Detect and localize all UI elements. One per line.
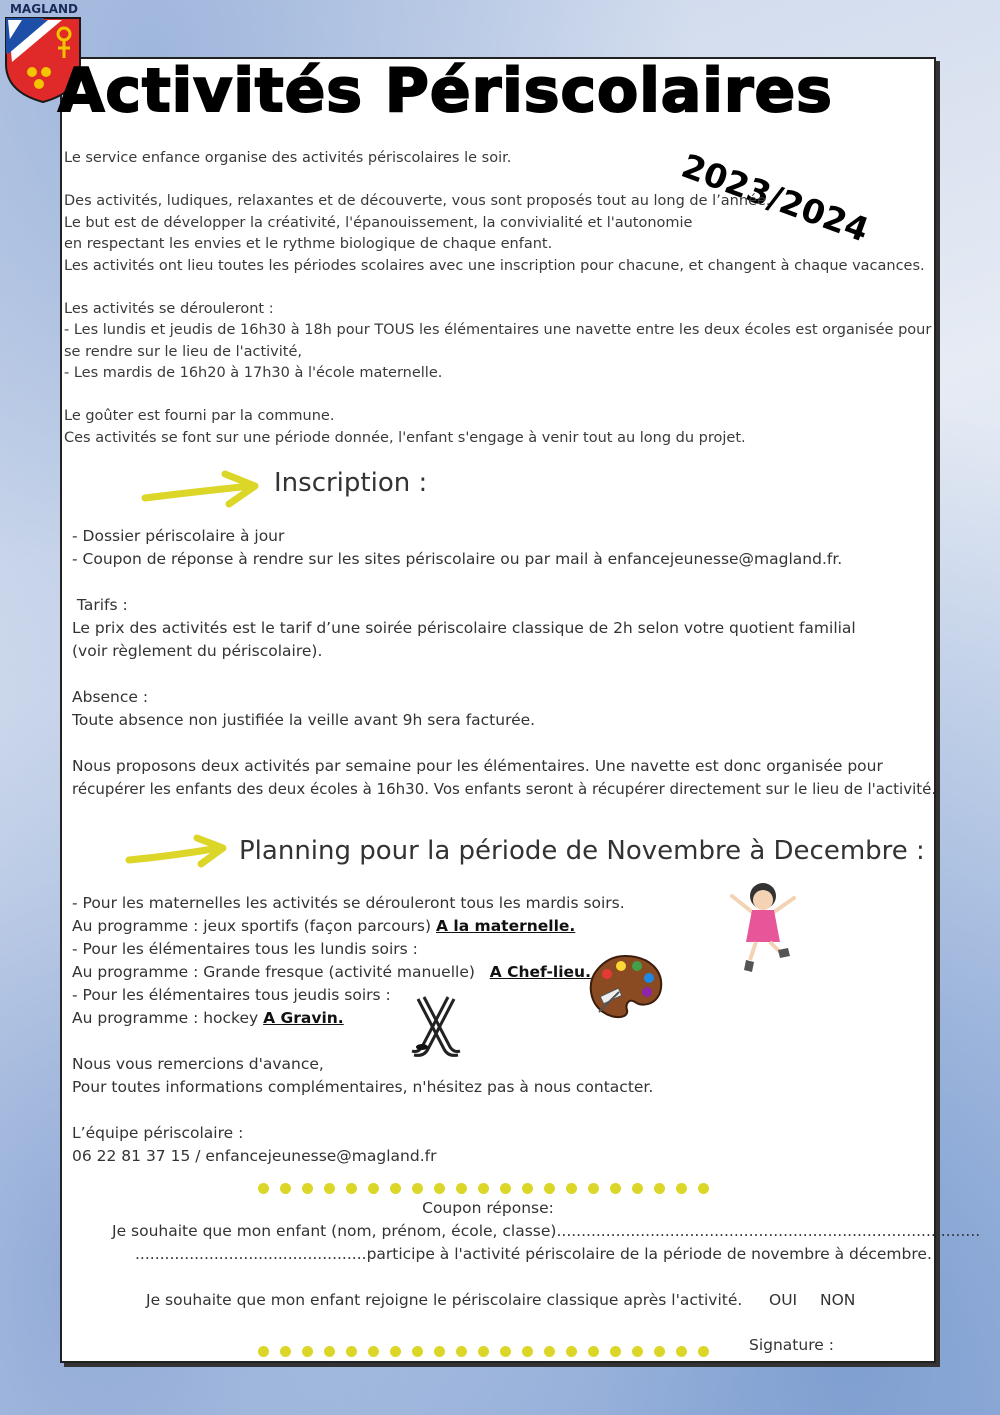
program-text: Au programme : hockey (72, 1009, 264, 1027)
planning-line (72, 915, 653, 938)
inscription-line: - Coupon de réponse à rendre sur les sites périscolaire ou par mail à enfancejeunesse@magland.fr. (72, 550, 843, 568)
page-title: Activités Périscolaires (58, 56, 833, 126)
intro-text (64, 148, 931, 449)
planning-line: - Pour les élémentaires tous les lundis soirs : (72, 940, 418, 958)
program-text: Au programme : Grande fresque (activité manuelle) (72, 963, 490, 981)
intro-line: Le goûter est fourni par la commune. (64, 408, 335, 424)
crest-label: MAGLAND (9, 2, 78, 16)
intro-line: en respectant les envies et le rythme biologique de chaque enfant. (64, 236, 553, 252)
planning-line (72, 1007, 653, 1030)
intro-line: Les activités ont lieu toutes les périodes scolaires avec une inscription pour chacune, et changent à chaque vacances. (64, 257, 925, 274)
inscription-line: - Dossier périscolaire à jour (72, 527, 285, 545)
intro-line: Le service enfance organise des activités périscolaires le soir. (64, 150, 512, 166)
inscription-heading: Inscription : (274, 468, 428, 498)
coupon-line-participation: ...............................................participe à l'activité périscolaire de la période de novembre à décembre. (135, 1245, 932, 1263)
inscription-text (72, 525, 936, 801)
intro-line: Les activités se dérouleront : (64, 300, 274, 317)
intro-line: Le but est de développer la créativité, l'épanouissement, la convivialité et l'autonomie (64, 214, 693, 231)
closing-line: Nous vous remercions d'avance, (72, 1055, 324, 1073)
intro-line: Des activités, ludiques, relaxantes et de découverte, vous sont proposés tout au long de l’année. (64, 193, 771, 209)
place-chef-lieu: A Chef-lieu. (489, 963, 591, 981)
intro-line (64, 385, 931, 407)
inscription-line (72, 571, 936, 594)
closing-line (72, 1099, 653, 1122)
intro-line (64, 277, 931, 299)
inscription-line: Absence : (72, 688, 149, 706)
inscription-line: Nous proposons deux activités par semaine pour les élémentaires. Une navette est donc organisée pour (72, 757, 883, 775)
planning-line: - Pour les élémentaires tous jeudis soirs : (72, 986, 391, 1004)
intro-line: - Les mardis de 16h20 à 17h30 à l'école maternelle. (64, 365, 443, 381)
planning-line (72, 1030, 653, 1053)
dotted-separator (258, 1346, 709, 1357)
inscription-line: (voir règlement du périscolaire). (72, 642, 323, 660)
inscription-line: récupérer les enfants des deux écoles à 16h30. Vos enfants seront à récupérer directement sur le lieu de l'activité. (72, 780, 937, 798)
intro-line: Ces activités se font sur une période donnée, l'enfant s'engage à venir tout au long du projet. (64, 429, 746, 446)
yellow-arrow-icon (143, 472, 263, 512)
intro-line: se rendre sur le lieu de l'activité, (64, 343, 303, 360)
place-maternelle: A la maternelle. (436, 917, 576, 935)
school-year: 2023/2024 (676, 146, 874, 250)
coupon-title: Coupon réponse: (422, 1199, 554, 1217)
planning-line (72, 961, 653, 984)
inscription-line: Toute absence non justifiée la veille avant 9h sera facturée. (72, 711, 536, 729)
planning-line: - Pour les maternelles les activités se dérouleront tous les mardis soirs. (72, 894, 625, 912)
yellow-arrow-icon (127, 836, 237, 876)
intro-line (64, 170, 931, 192)
intro-line: - Les lundis et jeudis de 16h30 à 18h pour TOUS les élémentaires une navette entre les deux écoles est organisée pour (64, 322, 932, 338)
dotted-separator (258, 1183, 709, 1194)
planning-text (72, 892, 653, 1168)
closing-line: L’équipe périscolaire : (72, 1124, 244, 1142)
inscription-line (72, 732, 936, 755)
coupon-line-periscolaire: Je souhaite que mon enfant rejoigne le périscolaire classique après l'activité. (146, 1291, 743, 1309)
hockey-sticks-icon (408, 995, 464, 1063)
planning-heading: Planning pour la période de Novembre à Decembre : (239, 836, 925, 866)
checkbox-non[interactable]: NON (820, 1291, 856, 1309)
coupon-line-name: Je souhaite que mon enfant (nom, prénom, école, classe)...................................................................................... (112, 1222, 981, 1240)
place-gravin: A Gravin. (263, 1009, 344, 1027)
closing-line: 06 22 81 37 15 / enfancejeunesse@magland.fr (72, 1147, 437, 1165)
inscription-line (72, 663, 936, 686)
inscription-line: Le prix des activités est le tarif d’une soirée périscolaire classique de 2h selon votre quotient familial (72, 619, 856, 637)
inscription-line: Tarifs : (72, 596, 128, 614)
paint-palette-icon (585, 952, 665, 1022)
girl-jumping-icon (728, 878, 798, 978)
checkbox-oui[interactable]: OUI (769, 1291, 798, 1309)
closing-line: Pour toutes informations complémentaires, n'hésitez pas à nous contacter. (72, 1078, 654, 1096)
signature-label: Signature : (749, 1336, 834, 1354)
program-text: Au programme : jeux sportifs (façon parcours) (72, 917, 436, 935)
